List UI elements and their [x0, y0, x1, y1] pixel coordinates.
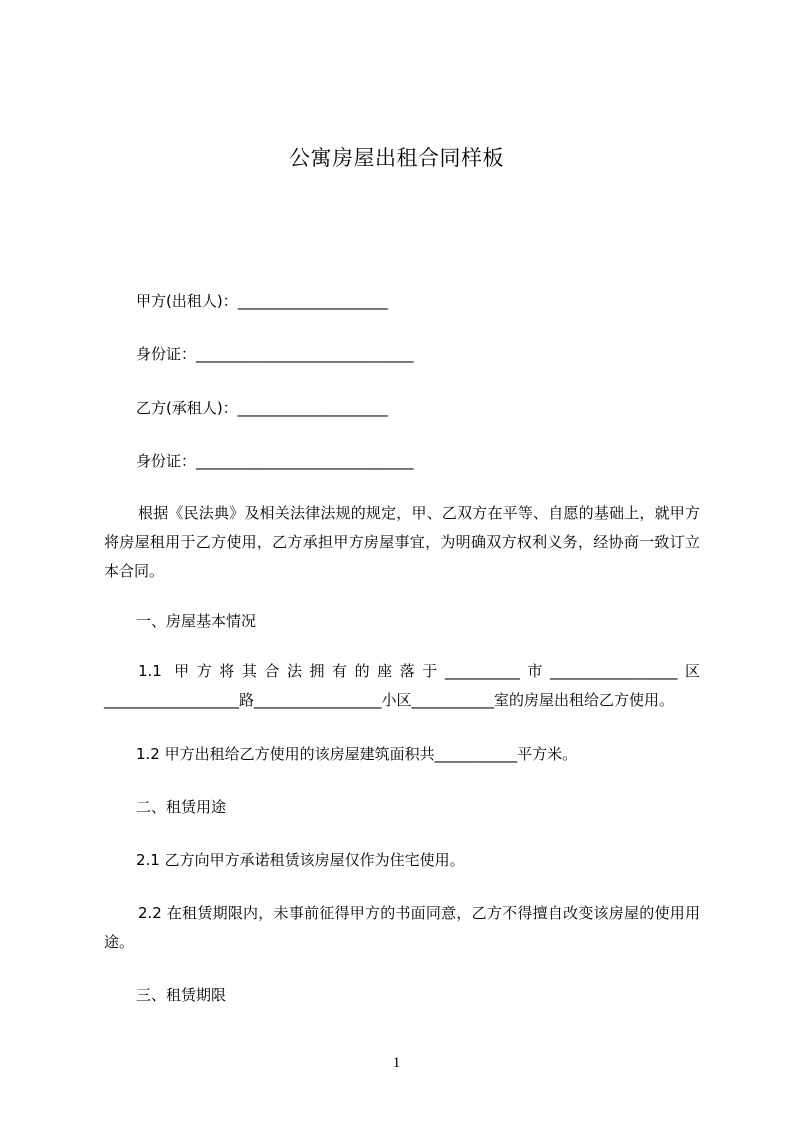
party-b-line: 乙方(承租人)：____________________: [136, 399, 388, 417]
page-title: 公寓房屋出租合同样板: [289, 146, 504, 170]
clause-1-1: 1.1 甲方将其合法拥有的座落于__________市_________________区__________________路_________________小区___________室的房屋出租给乙方使用。: [104, 662, 700, 709]
page-number: 1: [392, 1055, 401, 1071]
party-b-id-line: 身份证：_____________________________: [136, 452, 414, 470]
section-heading-1: 一、房屋基本情况: [136, 612, 257, 630]
party-a-line: 甲方(出租人)：____________________: [136, 292, 388, 310]
party-a-id-line: 身份证：_____________________________: [136, 345, 414, 363]
section-heading-3: 三、租赁期限: [136, 986, 227, 1004]
preamble-paragraph: 根据《民法典》及相关法律法规的规定，甲、乙双方在平等、自愿的基础上，就甲方将房屋租用于乙方使用，乙方承担甲方房屋事宜，为明确双方权利义务，经协商一致订立本合同。: [104, 504, 700, 580]
clause-2-1: 2.1 乙方向甲方承诺租赁该房屋仅作为住宅使用。: [136, 851, 465, 869]
section-heading-2: 二、租赁用途: [136, 798, 227, 816]
clause-1-2: 1.2 甲方出租给乙方使用的该房屋建筑面积共___________平方米。: [136, 745, 578, 763]
clause-2-2: 2.2 在租赁期限内，未事前征得甲方的书面同意，乙方不得擅自改变该房屋的使用用途。: [104, 904, 700, 951]
